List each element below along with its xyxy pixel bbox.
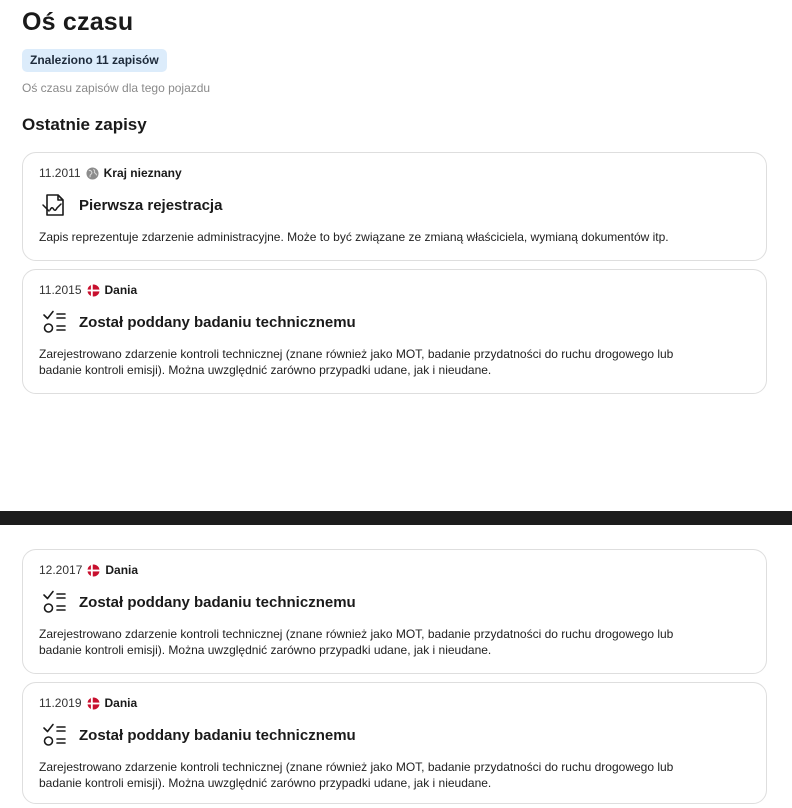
entry-meta: [39, 166, 182, 180]
page-subtitle: Oś czasu zapisów dla tego pojazdu: [22, 81, 211, 95]
entry-country: Dania: [104, 696, 138, 710]
entry-country: Dania: [104, 283, 138, 297]
denmark-flag-icon: [87, 284, 100, 297]
globe-icon: [86, 167, 99, 180]
denmark-flag-icon: [87, 564, 100, 577]
timeline-entry: [22, 269, 767, 394]
entry-title: Został poddany badaniu technicznemu: [79, 594, 356, 611]
entry-date: 11.2019: [39, 696, 82, 710]
section-title: Ostatnie zapisy: [22, 115, 147, 134]
page-title: Oś czasu: [22, 8, 134, 36]
entry-description: Zapis reprezentuje zdarzenie administracyjne. Może to być związane ze zmianą właściciela, wymianą dokumentów itp.: [39, 230, 669, 244]
separator-bar: [0, 511, 792, 525]
entry-description-line: badanie kontroli emisji). Można uwzględnić zarówno przypadki udane, jak i nieudane.: [39, 643, 492, 657]
entry-country: Kraj nieznany: [103, 166, 182, 180]
denmark-flag-icon: [87, 697, 100, 710]
entry-title: Został poddany badaniu technicznemu: [79, 314, 356, 331]
timeline-entry: [22, 549, 767, 674]
entry-description: [39, 346, 750, 378]
entry-date: 12.2017: [39, 563, 83, 577]
entry-country: Dania: [105, 563, 139, 577]
entry-date: 11.2011: [39, 166, 81, 180]
entry-title: Pierwsza rejestracja: [79, 197, 223, 214]
entry-title: Został poddany badaniu technicznemu: [79, 727, 356, 744]
entry-description-line: Zarejestrowano zdarzenie kontroli technicznej (znane również jako MOT, badanie przydatności do ruchu drogowego lub: [39, 760, 674, 774]
entry-description-line: Zarejestrowano zdarzenie kontroli technicznej (znane również jako MOT, badanie przydatności do ruchu drogowego lub: [39, 347, 674, 361]
entry-meta: [39, 696, 137, 710]
entry-meta: [39, 563, 138, 577]
entry-description-line: badanie kontroli emisji). Można uwzględnić zarówno przypadki udane, jak i nieudane.: [39, 776, 492, 790]
checklist-icon: [41, 588, 69, 616]
entry-description: [39, 626, 750, 658]
document-signature-icon: [41, 191, 69, 219]
entry-description-line: badanie kontroli emisji). Można uwzględnić zarówno przypadki udane, jak i nieudane.: [39, 363, 492, 377]
entry-description-line: Zarejestrowano zdarzenie kontroli technicznej (znane również jako MOT, badanie przydatności do ruchu drogowego lub: [39, 627, 674, 641]
timeline-entry: [22, 682, 767, 804]
entry-description: [39, 759, 750, 791]
entry-date: 11.2015: [39, 283, 82, 297]
timeline-entry: [22, 152, 767, 261]
checklist-icon: [41, 721, 69, 749]
checklist-icon: [41, 308, 69, 336]
entry-meta: [39, 283, 137, 297]
records-count-badge: Znaleziono 11 zapisów: [22, 49, 167, 72]
